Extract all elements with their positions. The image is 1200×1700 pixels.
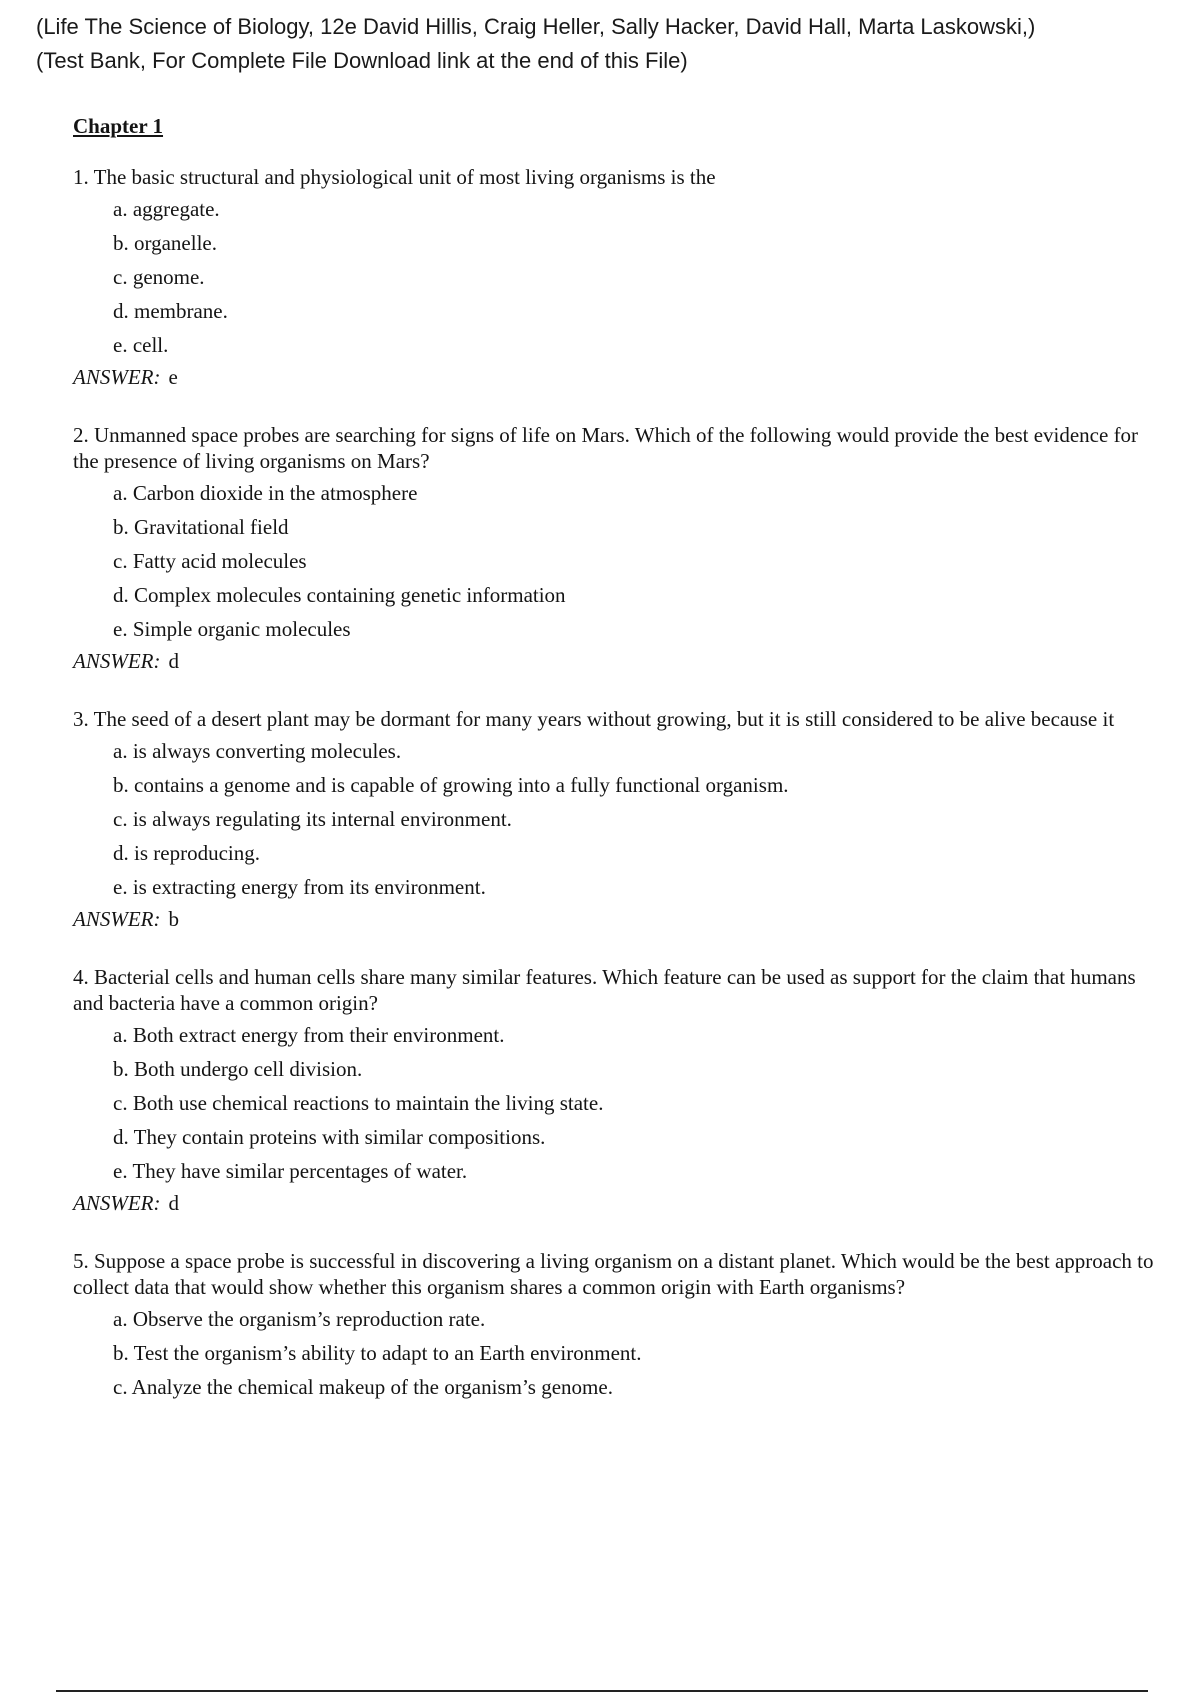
option-d: d. is reproducing. — [113, 841, 260, 865]
answer-value: b — [168, 907, 179, 931]
option-c: c. Both use chemical reactions to maintain the living state. — [113, 1091, 604, 1115]
question-stem: 1. The basic structural and physiological unit of most living organisms is the — [73, 165, 716, 189]
answer-value: e — [168, 365, 178, 389]
option-a: a. Carbon dioxide in the atmosphere — [113, 481, 418, 505]
header-line-2: (Test Bank, For Complete File Download link at the end of this File) — [36, 48, 688, 73]
question-stem: 2. Unmanned space probes are searching for signs of life on Mars. Which of the following would provide the best evidence for the presence of living organisms on Mars? — [73, 423, 1139, 473]
option-b: b. Both undergo cell division. — [113, 1057, 363, 1081]
header-line-1: (Life The Science of Biology, 12e David Hillis, Craig Heller, Sally Hacker, David Hall, Marta Laskowski,) — [36, 14, 1036, 39]
question-stem: 3. The seed of a desert plant may be dormant for many years without growing, but it is still considered to be alive because it — [73, 707, 1115, 731]
question-5 — [73, 1248, 1168, 1404]
option-a: a. aggregate. — [113, 197, 220, 221]
option-b: b. organelle. — [113, 231, 217, 255]
answer-line — [73, 646, 1168, 676]
document-header — [36, 10, 1176, 78]
answer-label: ANSWER: — [73, 649, 161, 673]
page-bottom-rule — [56, 1690, 1148, 1692]
option-c: c. is always regulating its internal environment. — [113, 807, 512, 831]
option-c: c. Fatty acid molecules — [113, 549, 307, 573]
option-b: b. Gravitational field — [113, 515, 289, 539]
option-c: c. genome. — [113, 265, 205, 289]
option-e: e. Simple organic molecules — [113, 617, 351, 641]
option-a: a. Observe the organism’s reproduction rate. — [113, 1307, 486, 1331]
question-1 — [73, 164, 1168, 392]
question-3 — [73, 706, 1168, 934]
option-d: d. membrane. — [113, 299, 228, 323]
options-list — [73, 734, 1168, 904]
options-list — [73, 476, 1168, 646]
options-list — [73, 192, 1168, 362]
option-d: d. Complex molecules containing genetic information — [113, 583, 566, 607]
option-c: c. Analyze the chemical makeup of the organism’s genome. — [113, 1375, 613, 1399]
question-2 — [73, 422, 1168, 676]
answer-label: ANSWER: — [73, 1191, 161, 1215]
question-stem: 5. Suppose a space probe is successful in discovering a living organism on a distant planet. Which would be the best approach to collect data that would show whether this organism shares a common origin with Earth organisms? — [73, 1249, 1154, 1299]
answer-line — [73, 904, 1168, 934]
option-b: b. Test the organism’s ability to adapt to an Earth environment. — [113, 1341, 642, 1365]
answer-label: ANSWER: — [73, 365, 161, 389]
answer-value: d — [168, 649, 179, 673]
chapter-heading: Chapter 1 — [73, 114, 164, 138]
test-bank-content — [73, 112, 1168, 1404]
question-4 — [73, 964, 1168, 1218]
option-d: d. They contain proteins with similar compositions. — [113, 1125, 546, 1149]
option-e: e. cell. — [113, 333, 169, 357]
option-a: a. Both extract energy from their environment. — [113, 1023, 505, 1047]
options-list — [73, 1018, 1168, 1188]
options-list — [73, 1302, 1168, 1404]
answer-line — [73, 1188, 1168, 1218]
option-e: e. is extracting energy from its environment. — [113, 875, 486, 899]
answer-value: d — [168, 1191, 179, 1215]
answer-label: ANSWER: — [73, 907, 161, 931]
option-e: e. They have similar percentages of water. — [113, 1159, 468, 1183]
question-stem: 4. Bacterial cells and human cells share many similar features. Which feature can be used as support for the claim that humans and bacteria have a common origin? — [73, 965, 1136, 1015]
option-b: b. contains a genome and is capable of growing into a fully functional organism. — [113, 773, 789, 797]
answer-line — [73, 362, 1168, 392]
option-a: a. is always converting molecules. — [113, 739, 402, 763]
